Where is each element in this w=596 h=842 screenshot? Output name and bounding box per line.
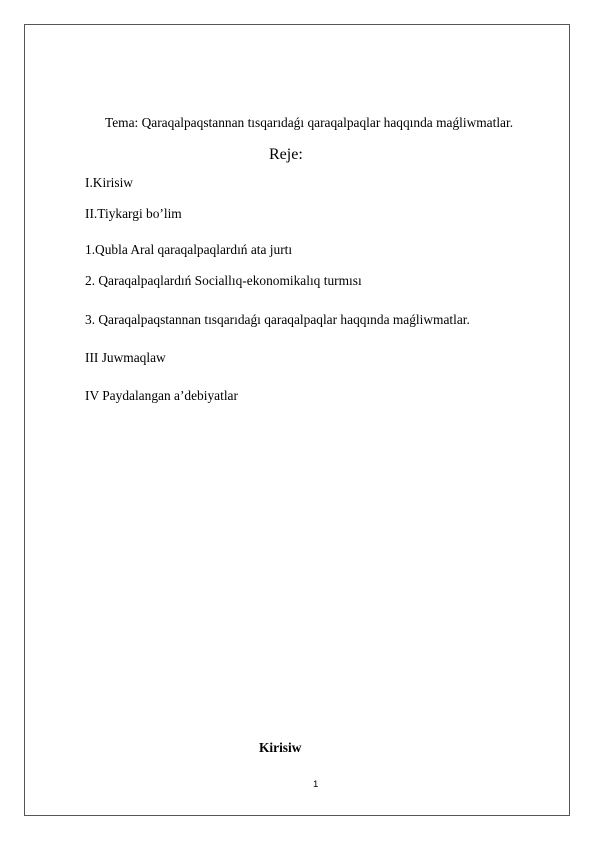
section-heading: Kirisiw [259,740,302,755]
plan-item-conclusion: III Juwmaqlaw [85,350,166,365]
plan-heading: Reje: [269,146,303,163]
plan-item-homeland: 1.Qubla Aral qaraqalpaqlardıń ata jurtı [85,242,293,257]
page-number: 1 [313,779,319,790]
plan-item-references: IV Paydalangan a’debiyatlar [85,388,238,403]
document-title: Tema: Qaraqalpaqstannan tısqarıdaǵı qaraqalpaqlar haqqında maǵliwmatlar. [105,115,514,130]
plan-item-diaspora: 3. Qaraqalpaqstannan tısqarıdaǵı qaraqalpaqlar haqqında maǵliwmatlar. [85,312,470,327]
plan-item-socioeconomic: 2. Qaraqalpaqlardıń Sociallıq-ekonomikalıq turmısı [85,273,362,288]
page-border [24,24,570,816]
plan-item-main-part: II.Tiykargi bo’lim [85,206,182,221]
plan-item-introduction: I.Kirisiw [85,175,133,190]
